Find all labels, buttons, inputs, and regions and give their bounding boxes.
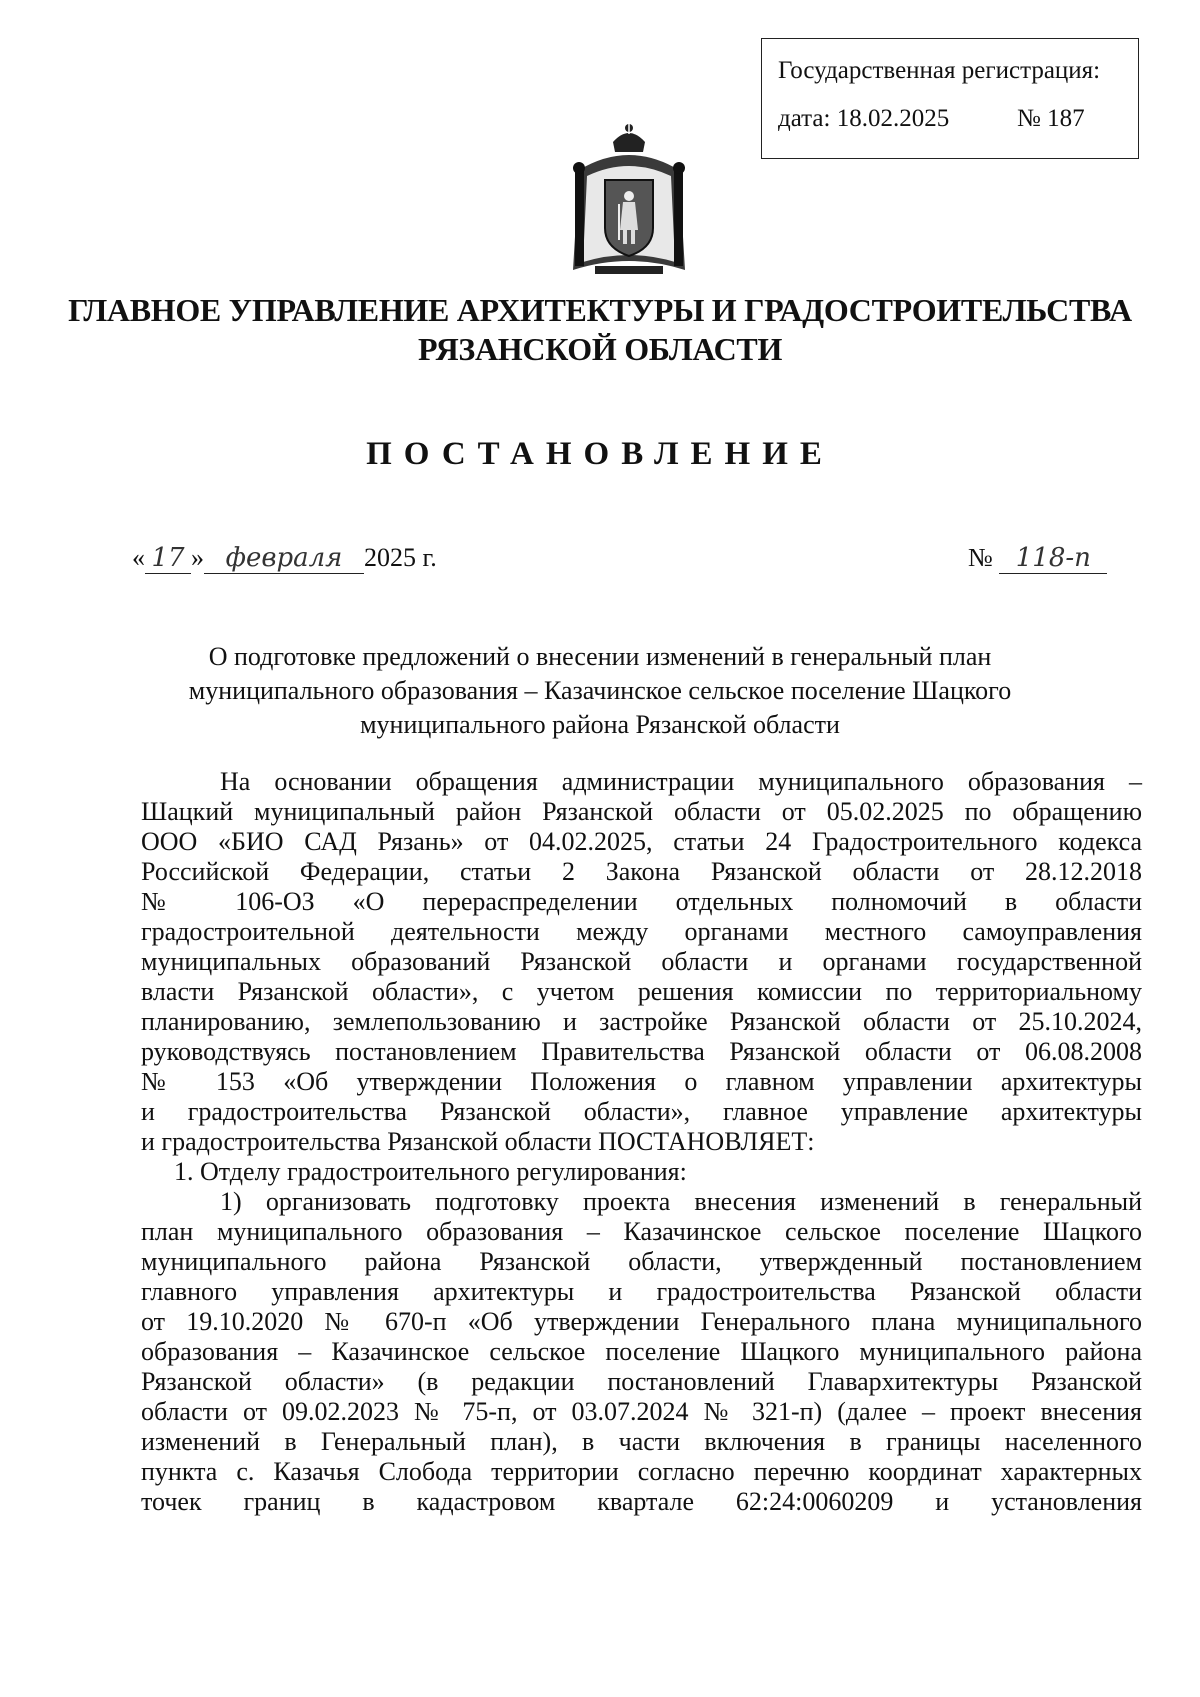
body-line: градостроительной деятельности между органами местного самоуправления	[141, 917, 1142, 946]
body-line: Рязанской области» (в редакции постановлений Главархитектуры Рязанской	[141, 1367, 1142, 1396]
handwritten-month: февраля	[204, 543, 364, 574]
body-line: ООО «БИО САД Рязань» от 04.02.2025, статьи 24 Градостроительного кодекса	[141, 827, 1142, 856]
registration-number: № 187	[1017, 105, 1085, 132]
body-item-heading: 1. Отделу градостроительного регулирования:	[174, 1157, 687, 1186]
subject-line: О подготовке предложений о внесении изменений в генеральный план	[208, 642, 992, 671]
agency-name-line1: ГЛАВНОЕ УПРАВЛЕНИЕ АРХИТЕКТУРЫ И ГРАДОСТРОИТЕЛЬСТВА	[68, 292, 1132, 328]
body-line: главного управления архитектуры и градостроительства Рязанской области	[141, 1277, 1142, 1306]
body-line: муниципального района Рязанской области, утвержденный постановлением	[141, 1247, 1142, 1276]
subject-line: муниципального образования – Казачинское сельское поселение Шацкого	[188, 676, 1012, 705]
handwritten-number: 118-п	[999, 543, 1107, 574]
body-line: точек границ в кадастровом квартале 62:24:0060209 и установления	[141, 1487, 1142, 1516]
body-line: 1) организовать подготовку проекта внесения изменений в генеральный	[220, 1187, 1142, 1216]
document-body	[141, 767, 1142, 1517]
body-line: власти Рязанской области», с учетом решения комиссии по территориальному	[141, 977, 1142, 1006]
body-line: планированию, землепользованию и застройке Рязанской области от 25.10.2024,	[141, 1007, 1142, 1036]
document-number	[968, 543, 1107, 574]
body-line: № 153 «Об утверждении Положения о главном управлении архитектуры	[141, 1067, 1142, 1096]
handwritten-day: 17	[145, 543, 191, 574]
registration-title: Государственная регистрация:	[778, 57, 1101, 84]
body-line: и градостроительства Рязанской области ПОСТАНОВЛЯЕТ:	[141, 1127, 815, 1156]
agency-name-line2: РЯЗАНСКОЙ ОБЛАСТИ	[417, 331, 783, 367]
document-subject	[120, 640, 1080, 742]
body-line: образования – Казачинское сельское поселение Шацкого муниципального района	[141, 1337, 1142, 1366]
body-line: и градостроительства Рязанской области», главное управление архитектуры	[141, 1097, 1142, 1126]
body-line: пункта с. Казачья Слобода территории согласно перечню координат характерных	[141, 1457, 1142, 1486]
body-line: области от 09.02.2023 № 75-п, от 03.07.2024 № 321-п) (далее – проект внесения	[141, 1397, 1142, 1426]
number-prefix: №	[968, 543, 993, 572]
body-line: Шацкий муниципальный район Рязанской области от 05.02.2025 по обращению	[141, 797, 1142, 826]
date-close-quote: »	[191, 543, 204, 572]
body-line: руководствуясь постановлением Правительства Рязанской области от 06.08.2008	[141, 1037, 1142, 1066]
body-line: № 106-ОЗ «О перераспределении отдельных полномочий в области	[141, 887, 1142, 916]
document-type-heading: ПОСТАНОВЛЕНИЕ	[366, 436, 834, 472]
ryazan-coat-of-arms-icon	[561, 120, 697, 280]
document-date	[132, 543, 437, 574]
body-line: от 19.10.2020 № 670-п «Об утверждении Генерального плана муниципального	[141, 1307, 1142, 1336]
date-open-quote: «	[132, 543, 145, 572]
body-line: изменений в Генеральный план), в части включения в границы населенного	[141, 1427, 1142, 1456]
registration-stamp	[761, 38, 1139, 159]
registration-date: дата: 18.02.2025	[778, 105, 950, 132]
body-line: На основании обращения администрации муниципального образования –	[220, 767, 1142, 796]
date-year: 2025 г.	[364, 543, 437, 572]
subject-line: муниципального района Рязанской области	[360, 710, 840, 739]
body-line: Российской Федерации, статьи 2 Закона Рязанской области от 28.12.2018	[141, 857, 1142, 886]
body-line: муниципальных образований Рязанской области и органами государственной	[141, 947, 1142, 976]
body-line: план муниципального образования – Казачинское сельское поселение Шацкого	[141, 1217, 1142, 1246]
